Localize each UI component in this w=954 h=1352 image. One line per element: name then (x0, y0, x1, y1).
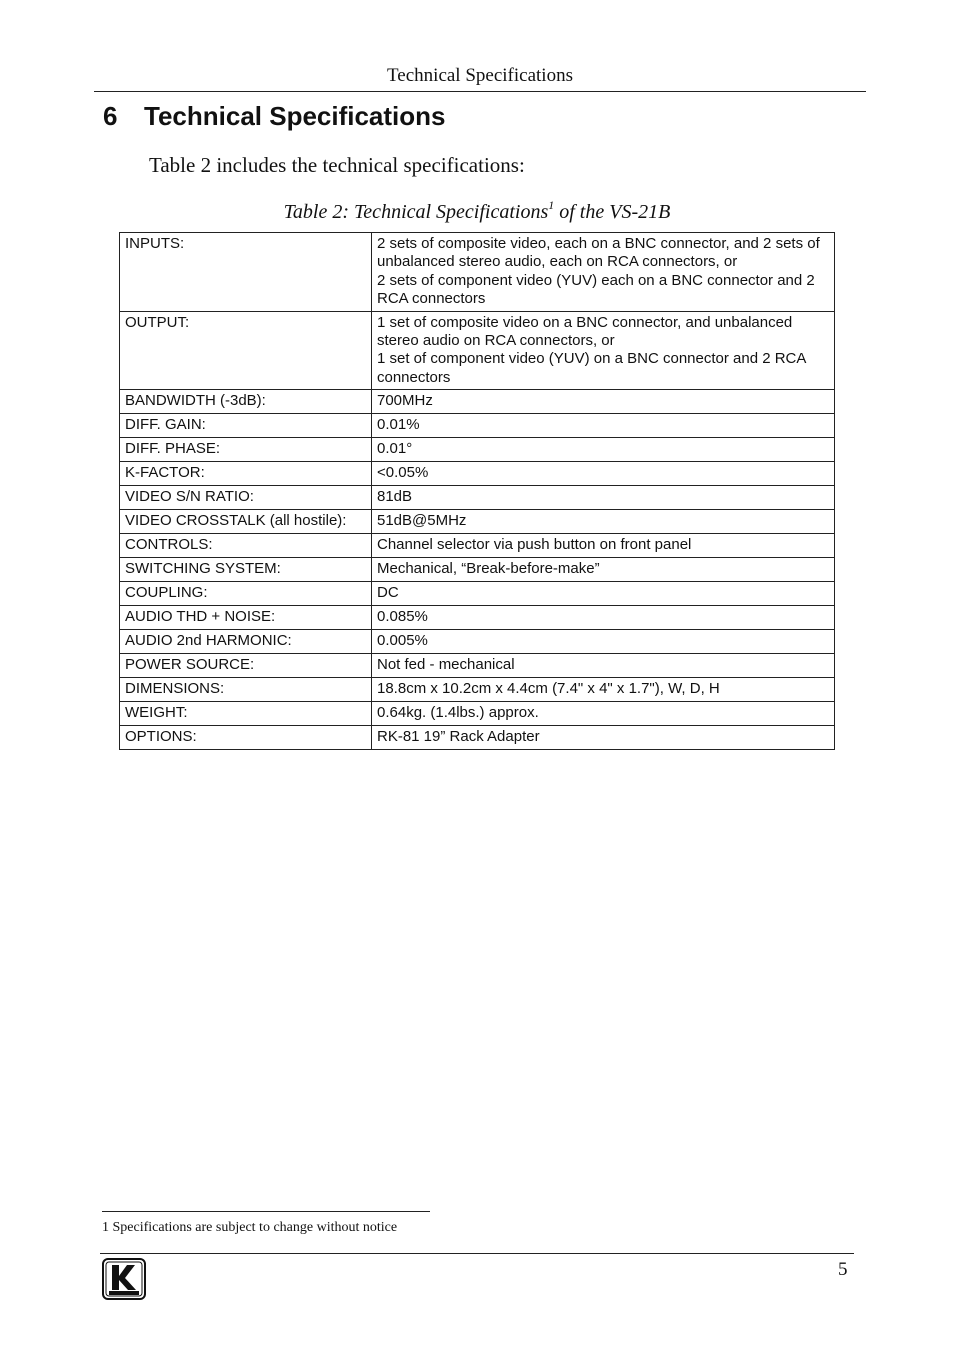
spec-value-line: 0.01° (377, 440, 413, 458)
caption-suffix: of the VS-21B (554, 201, 671, 223)
spec-value (372, 726, 835, 750)
section-heading (103, 100, 446, 132)
spec-value-line: 1 set of component video (YUV) on a BNC connector and 2 RCA connectors (377, 350, 806, 386)
spec-row (120, 606, 835, 630)
table-caption (0, 191, 954, 226)
spec-label: VIDEO S/N RATIO: (120, 486, 372, 510)
spec-value-line: Mechanical, “Break-before-make” (377, 560, 600, 578)
spec-row (120, 534, 835, 558)
spec-value (372, 630, 835, 654)
spec-row (120, 390, 835, 414)
spec-row (120, 702, 835, 726)
spec-label: INPUTS: (120, 233, 372, 312)
spec-value-line: 2 sets of component video (YUV) each on a BNC connector and 2 RCA connectors (377, 271, 815, 308)
spec-value (372, 606, 835, 630)
spec-row (120, 654, 835, 678)
spec-value (372, 233, 835, 312)
spec-label: POWER SOURCE: (120, 654, 372, 678)
spec-value-line: Channel selector via push button on front panel (377, 536, 692, 554)
footnote-ref: 1 (548, 198, 555, 212)
spec-value (372, 311, 835, 390)
spec-value (372, 534, 835, 558)
spec-label: OUTPUT: (120, 311, 372, 390)
spec-value-line: 18.8cm x 10.2cm x 4.4cm (7.4" x 4" x 1.7"), W, D, H (377, 680, 720, 698)
caption-text: Table 2: Technical Specifications (283, 201, 549, 223)
spec-label: WEIGHT: (120, 702, 372, 726)
spec-label: AUDIO 2nd HARMONIC: (120, 630, 372, 654)
spec-label: AUDIO THD + NOISE: (120, 606, 372, 630)
footnote: 1 Specifications are subject to change without notice (102, 1220, 398, 1235)
spec-value-line: 700MHz (377, 392, 433, 410)
spec-value-line: DC (377, 584, 399, 602)
spec-label: DIFF. GAIN: (120, 414, 372, 438)
spec-row (120, 630, 835, 654)
spec-value (372, 414, 835, 438)
spec-label: BANDWIDTH (-3dB): (120, 390, 372, 414)
header-rule (94, 91, 866, 92)
spec-row (120, 233, 835, 312)
spec-row (120, 462, 835, 486)
spec-value-line: 1 set of composite video on a BNC connector, and unbalanced stereo audio on RCA connectors, or (377, 313, 793, 350)
page-number: 5 (838, 1259, 848, 1280)
footnote-rule (102, 1211, 430, 1212)
spec-value-line: 0.64kg. (1.4lbs.) approx. (377, 704, 539, 722)
spec-label: SWITCHING SYSTEM: (120, 558, 372, 582)
spec-value-line: 81dB (377, 488, 413, 506)
spec-label: DIFF. PHASE: (120, 438, 372, 462)
spec-value (372, 486, 835, 510)
spec-value-line: RK-81 19” Rack Adapter (377, 728, 540, 746)
spec-label: OPTIONS: (120, 726, 372, 750)
spec-label: CONTROLS: (120, 534, 372, 558)
spec-value (372, 678, 835, 702)
spec-row (120, 582, 835, 606)
spec-value (372, 654, 835, 678)
specs-table (119, 232, 835, 750)
spec-value (372, 582, 835, 606)
spec-value-line: Not fed - mechanical (377, 656, 515, 674)
spec-row (120, 311, 835, 390)
running-header: Technical Specifications (387, 65, 573, 86)
spec-value (372, 462, 835, 486)
spec-row (120, 678, 835, 702)
spec-value (372, 558, 835, 582)
spec-label: K-FACTOR: (120, 462, 372, 486)
spec-row (120, 414, 835, 438)
section-title: Technical Specifications (144, 101, 446, 131)
spec-value (372, 390, 835, 414)
spec-value-line: 0.085% (377, 608, 428, 626)
spec-value (372, 438, 835, 462)
spec-label: COUPLING: (120, 582, 372, 606)
intro-paragraph: Table 2 includes the technical specifications: (149, 153, 525, 177)
spec-row (120, 558, 835, 582)
spec-row (120, 726, 835, 750)
spec-value-line: 0.01% (377, 416, 420, 434)
spec-row (120, 510, 835, 534)
spec-row (120, 438, 835, 462)
spec-label: VIDEO CROSSTALK (all hostile): (120, 510, 372, 534)
spec-value (372, 510, 835, 534)
section-number: 6 (103, 101, 118, 131)
kramer-logo (102, 1258, 146, 1300)
spec-label: DIMENSIONS: (120, 678, 372, 702)
spec-value-line: <0.05% (377, 464, 429, 482)
spec-value (372, 702, 835, 726)
footer-rule (100, 1253, 854, 1254)
spec-value-line: 0.005% (377, 632, 428, 650)
spec-value-line: 2 sets of composite video, each on a BNC connector, and 2 sets of unbalanced stereo audio, each on RCA connectors, or (377, 235, 820, 271)
spec-row (120, 486, 835, 510)
spec-value-line: 51dB@5MHz (377, 512, 467, 530)
